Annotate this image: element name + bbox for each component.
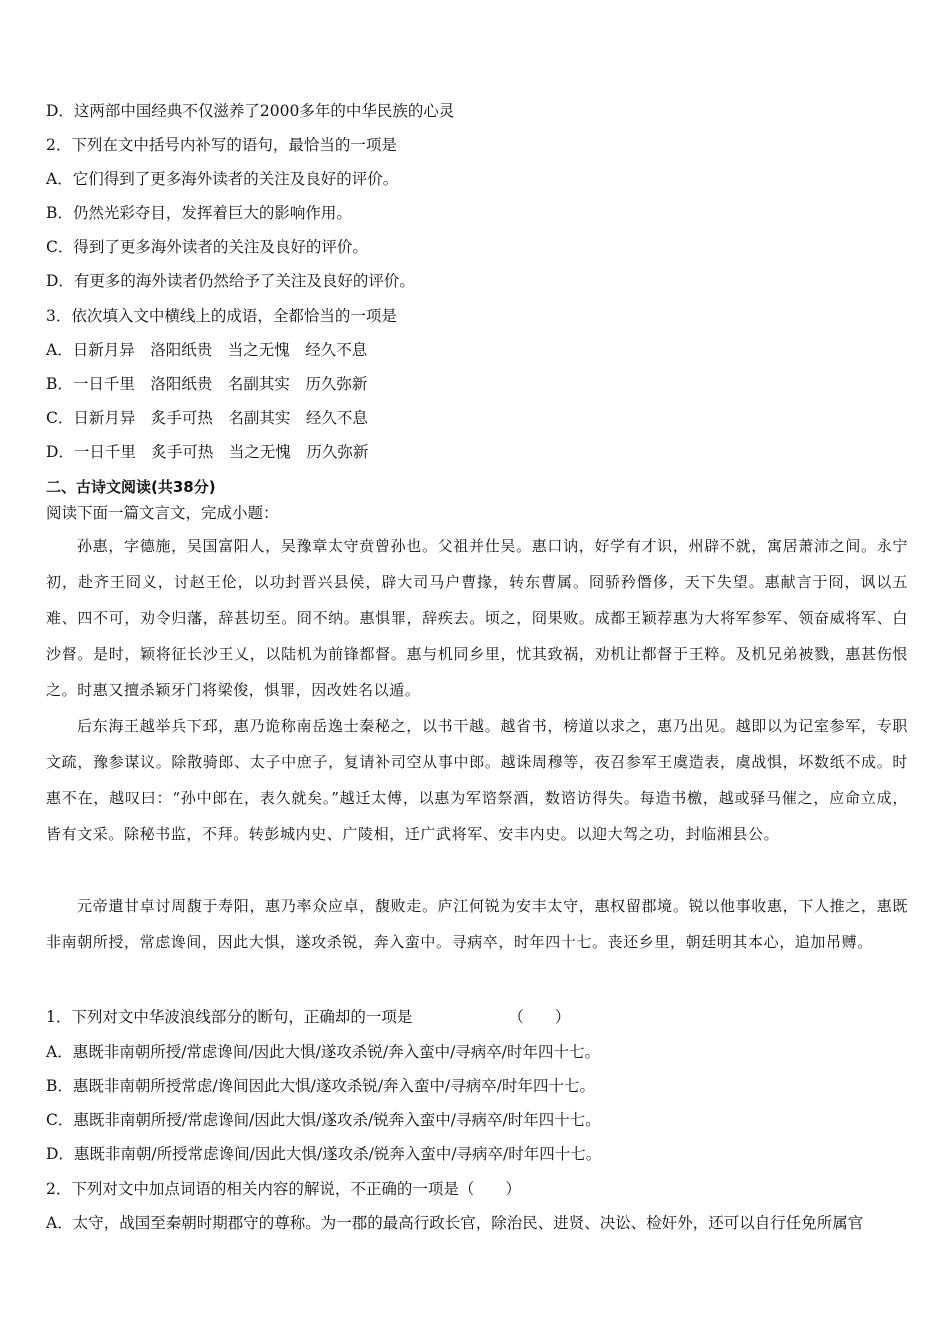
question-option: D．一日千里 炙手可热 当之无愧 历久弥新 xyxy=(46,443,369,461)
question-stem: 2．下列在文中括号内补写的语句，最恰当的一项是 xyxy=(46,136,397,154)
question-option: D．惠既非南朝/所授常虑谗间/因此大惧/遂攻杀/锐奔入蛮中/寻病卒/时年四十七。 xyxy=(46,1145,602,1163)
question-stem: 2．下列对文中加点词语的相关内容的解说，不正确的一项是（ ） xyxy=(46,1180,521,1198)
question-stem: 3．依次填入文中横线上的成语，全都恰当的一项是 xyxy=(46,307,397,325)
question-option: B．仍然光彩夺目，发挥着巨大的影响作用。 xyxy=(46,204,352,222)
classical-text-paragraph: 孙惠，字德施，吴国富阳人，吴豫章太守贲曾孙也。父祖并仕吴。惠口讷，好学有才识，州辟不就，寓居萧沛之间。永宁初，赴齐王冏义，讨赵王伦，以功封晋兴县侯，辟大司马户曹掾，转东曹属。冏骄矜僭侈，天下失望。惠献言于冏，讽以五难、四不可，劝令归藩，辞甚切至。冏不纳。惠惧罪，辞疾去。顷之，冏果败。成都王颖荐惠为大将军参军、领奋威将军、白沙督。是时，颖将征长沙王乂，以陆机为前锋都督。惠与机同乡里，忧其致祸，劝机让都督于王粹。及机兄弟被戮，惠甚伤恨之。时惠又擅杀颖牙门将梁俊，惧罪，因改姓名以遁。 xyxy=(46,537,908,699)
question-option: C．惠既非南朝所授/常虑谗间/因此大惧/遂攻杀/锐奔入蛮中/寻病卒/时年四十七。 xyxy=(46,1111,601,1129)
classical-text-paragraph: 元帝遣甘卓讨周馥于寿阳，惠乃率众应卓，馥败走。庐江何锐为安丰太守，惠权留郡境。锐以他事收惠，下人推之，惠既非南朝所授，常虑谗间，因此大惧，遂攻杀锐，奔入蛮中。寻病卒，时年四十七。丧还乡里，朝廷明其本心，追加吊赙。 xyxy=(46,897,908,951)
question-option: A．惠既非南朝所授/常虑谗间/因此大惧/遂攻杀锐/奔入蛮中/寻病卒/时年四十七。 xyxy=(46,1043,601,1061)
question-option: D．有更多的海外读者仍然给予了关注及良好的评价。 xyxy=(46,272,415,290)
question-stem-text: 1．下列对文中华波浪线部分的断句，正确却的一项是 xyxy=(46,1008,413,1026)
question-option: A．太守，战国至秦朝时期郡守的尊称。为一郡的最高行政长官，除治民、进贤、决讼、检奸外，还可以自行任免所属官 xyxy=(46,1214,864,1232)
question-option: C．得到了更多海外读者的关注及良好的评价。 xyxy=(46,238,368,256)
reading-instruction: 阅读下面一篇文言文，完成小题： xyxy=(46,504,279,522)
question-option: B．一日千里 洛阳纸贵 名副其实 历久弥新 xyxy=(46,375,368,393)
question-option: A．日新月异 洛阳纸贵 当之无愧 经久不息 xyxy=(46,341,368,359)
question-option: A．它们得到了更多海外读者的关注及良好的评价。 xyxy=(46,170,399,188)
answer-blank: （ ） xyxy=(508,1008,571,1026)
classical-text-paragraph: 后东海王越举兵下邳，惠乃诡称南岳逸士秦秘之，以书干越。越省书，榜道以求之，惠乃出见。越即以为记室参军，专职文疏，豫参谋议。除散骑郎、太子中庶子，复请补司空从事中郎。越诛周穆等，夜召参军王虞造表，虞战惧，坏数纸不成。时惠不在，越叹曰：“孙中郎在，表久就矣。”越迁太傅，以惠为军谘祭酒，数谘访得失。每造书檄，越或驿马催之，应命立成，皆有文采。除秘书监，不拜。转彭城内史、广陵相，迁广武将军、安丰内史。以迎大驾之功，封临湘县公。 xyxy=(46,717,908,843)
question-option: B．惠既非南朝所授常虑/谗间因此大惧/遂攻杀锐/奔入蛮中/寻病卒/时年四十七。 xyxy=(46,1077,596,1095)
question-option: D．这两部中国经典不仅滋养了2000多年的中华民族的心灵 xyxy=(46,102,455,120)
section-heading: 二、古诗文阅读(共38分) xyxy=(46,478,216,496)
question-stem xyxy=(46,1006,908,1028)
question-option: C．日新月异 炙手可热 名副其实 经久不息 xyxy=(46,409,368,427)
